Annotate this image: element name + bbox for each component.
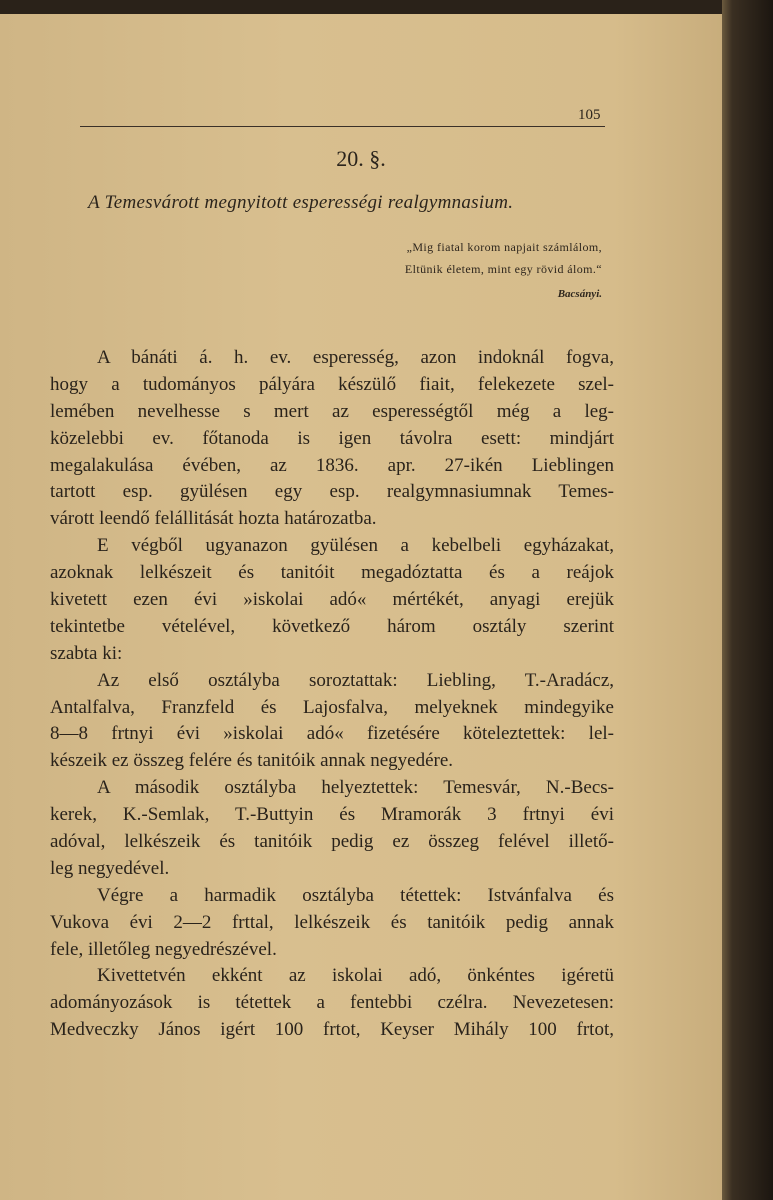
text-line: Vukova évi 2—2 frttal, lelkészeik és tanitóik pedig annak	[50, 911, 614, 933]
text-line: Az első osztályba soroztattak: Liebling, T.-Aradácz,	[97, 669, 614, 691]
text-line: adományozások is tétettek a fentebbi czélra. Nevezetesen:	[50, 992, 614, 1014]
text-line: várott leendő felállitását hozta határozatba.	[50, 508, 377, 530]
text-line: leg negyedével.	[50, 857, 170, 879]
text-line: közelebbi ev. főtanoda is igen távolra esett: mindjárt	[50, 427, 614, 449]
text-line: tartott esp. gyülésen egy esp. realgymnasiumnak Temes-	[50, 481, 614, 503]
text-line: A bánáti á. h. ev. esperesség, azon indoknál fogva,	[97, 347, 614, 368]
text-line: lemében nevelhesse s mert az esperességtől még a leg-	[50, 400, 614, 422]
motto-author: Bacsányi.	[557, 288, 602, 300]
text-line: hogy a tudományos pályára készülő fiait, felekezete szel-	[50, 373, 614, 395]
text-line: készeik ez összeg felére és tanitóik annak negyedére.	[50, 750, 454, 772]
page-number: 105	[578, 107, 601, 123]
text-line: szabta ki:	[50, 642, 123, 664]
body-text	[50, 345, 614, 1044]
text-line: fele, illetőleg negyedrészével.	[50, 938, 277, 960]
text-line: tekintetbe vételével, következő három osztály szerint	[50, 615, 614, 637]
text-line: Antalfalva, Franzfeld és Lajosfalva, melyeknek mindegyike	[50, 696, 614, 718]
text-line: E végből ugyanazon gyülésen a kebelbeli egyházakat,	[97, 535, 614, 557]
text-line: Kivettetvén ekként az iskolai adó, önkéntes igéretü	[97, 965, 614, 987]
text-line: Végre a harmadik osztályba tétettek: Istvánfalva és	[97, 884, 614, 906]
text-line: kivetett ezen évi »iskolai adó« mértékét, anyagi erejük	[50, 589, 614, 611]
book-binding	[722, 0, 773, 1200]
text-line: megalakulása évében, az 1836. apr. 27-ikén Lieblingen	[50, 454, 614, 476]
motto-line: „Mig fiatal korom napjait számlálom,	[406, 240, 602, 254]
text-line: 8—8 frtnyi évi »iskolai adó« fizetésére köteleztettek: lel-	[50, 723, 614, 745]
header-rule	[80, 126, 605, 127]
text-line: adóval, lelkészeik és tanitóik pedig ez összeg felével illető-	[50, 831, 614, 853]
text-line: kerek, K.-Semlak, T.-Buttyin és Mramorák 3 frtnyi évi	[50, 804, 614, 826]
text-line: A második osztályba helyeztettek: Temesvár, N.-Becs-	[97, 777, 614, 799]
section-number: 20. §.	[336, 146, 386, 171]
chapter-title: A Temesvárott megnyitott esperességi realgymnasium.	[88, 192, 514, 213]
text-line: Medveczky János igért 100 frtot, Keyser Mihály 100 frtot,	[50, 1019, 614, 1041]
motto-line: Eltünik életem, mint egy rövid álom.“	[404, 262, 602, 276]
text-line: azoknak lelkészeit és tanitóit megadóztatta és a reájok	[50, 562, 614, 584]
